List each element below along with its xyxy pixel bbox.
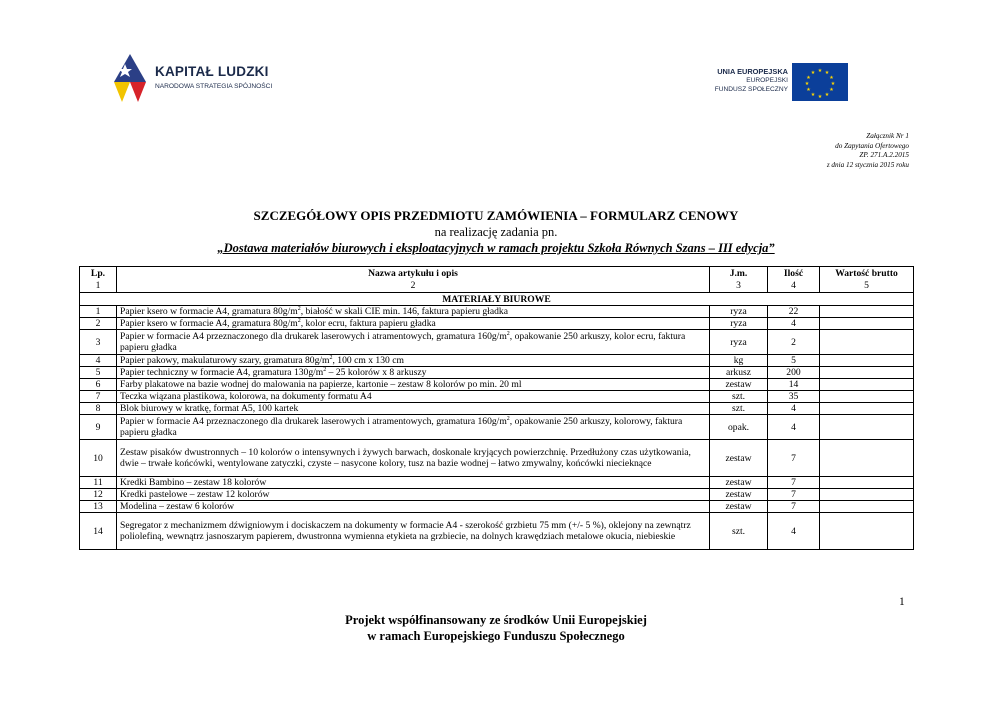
cell-lp: 1	[80, 306, 117, 318]
cell-qty: 7	[768, 477, 820, 489]
cell-qty: 2	[768, 330, 820, 355]
eu-logo	[702, 63, 848, 103]
cell-name: Segregator z mechanizmem dźwigniowym i dociskaczem na dokumenty w formacie A4 - szerokość grzbietu 75 mm (+/- 5 %), oklejony na zewnątrz poliolefiną, wewnątrz jasnoszarym papierem, dwustronna wymienna etykieta na grzbiecie, na dolnych krawędziach metalowe okucia, niebieskie	[117, 513, 710, 550]
cell-lp: 10	[80, 440, 117, 477]
kapital-ludzki-logo	[108, 52, 278, 104]
svg-text:★: ★	[824, 70, 830, 76]
cell-lp: 14	[80, 513, 117, 550]
cell-lp: 8	[80, 403, 117, 415]
number-name: 2	[117, 280, 710, 293]
table-row	[80, 355, 914, 367]
cell-value[interactable]	[820, 501, 914, 513]
table-row	[80, 379, 914, 391]
header-unit: J.m.	[710, 267, 768, 280]
svg-text:★: ★	[824, 92, 830, 98]
cell-lp: 6	[80, 379, 117, 391]
cell-name: Teczka wiązana plastikowa, kolorowa, na dokumenty formatu A4	[117, 391, 710, 403]
svg-text:★: ★	[810, 70, 816, 76]
cell-value[interactable]	[820, 513, 914, 550]
cell-unit: ryza	[710, 318, 768, 330]
cell-value[interactable]	[820, 306, 914, 318]
cell-lp: 7	[80, 391, 117, 403]
cell-qty: 4	[768, 318, 820, 330]
cell-unit: arkusz	[710, 367, 768, 379]
cell-lp: 11	[80, 477, 117, 489]
table-row	[80, 391, 914, 403]
cell-name: Papier w formacie A4 przeznaczonego dla drukarek laserowych i atramentowych, gramatura $160g/m^2$, opakowanie 250 arkuszy, kolorowy, faktura papieru gładka	[117, 415, 710, 440]
cell-name: Papier pakowy, makulaturowy szary, gramatura $80g/m^2$, 100 cm x 130 cm	[117, 355, 710, 367]
cell-name: Zestaw pisaków dwustronnych – 10 kolorów o intensywnych i żywych barwach, doskonale kryjących powierzchnię. Przedłużony czas użytkowania, dwie – trwałe końcówki, wentylowane zatyczki, czyste – nasycone kolory, tusz na bazie wodnej – łatwo zmywalny, końcówki niecieknące	[117, 440, 710, 477]
cell-name: Kredki pastelowe – zestaw 12 kolorów	[117, 489, 710, 501]
cell-unit: zestaw	[710, 501, 768, 513]
table-row	[80, 403, 914, 415]
cell-unit: zestaw	[710, 440, 768, 477]
eu-logo-line2: EUROPEJSKI	[746, 77, 788, 84]
cell-unit: opak.	[710, 415, 768, 440]
cell-lp: 5	[80, 367, 117, 379]
cell-qty: 22	[768, 306, 820, 318]
cell-value[interactable]	[820, 355, 914, 367]
cell-value[interactable]	[820, 415, 914, 440]
note-line4: z dnia 12 stycznia 2015 roku	[826, 160, 909, 169]
note-line3: ZP. 271.A.2.2015	[859, 151, 909, 159]
cell-qty: 7	[768, 501, 820, 513]
note-line1: Załącznik Nr 1	[866, 132, 909, 140]
table-row	[80, 367, 914, 379]
svg-text:★: ★	[810, 92, 816, 98]
cell-unit: zestaw	[710, 477, 768, 489]
number-qty: 4	[768, 280, 820, 293]
cell-value[interactable]	[820, 330, 914, 355]
kapital-ludzki-title: KAPITAŁ LUDZKI	[155, 64, 269, 79]
cell-unit: ryza	[710, 330, 768, 355]
svg-text:★: ★	[817, 94, 823, 100]
table-row	[80, 330, 914, 355]
svg-text:★: ★	[829, 75, 834, 81]
cell-lp: 13	[80, 501, 117, 513]
footer-line1: Projekt współfinansowany ze środków Unii Europejskiej	[345, 613, 647, 627]
note-line2: do Zapytania Ofertowego	[835, 141, 909, 150]
cell-name: Papier ksero w formacie A4, gramatura $80g/m^2$, kolor ecru, faktura papieru gładka	[117, 318, 710, 330]
svg-text:★: ★	[806, 87, 811, 93]
svg-text:★: ★	[830, 81, 836, 87]
document-title: SZCZEGÓŁOWY OPIS PRZEDMIOTU ZAMÓWIENIA – FORMULARZ CENOWY	[253, 208, 739, 223]
header-lp: Lp.	[80, 267, 117, 280]
header-name: Nazwa artykułu i opis	[117, 267, 710, 280]
svg-text:★: ★	[806, 75, 811, 81]
table-row	[80, 501, 914, 513]
cell-lp: 9	[80, 415, 117, 440]
cell-lp: 2	[80, 318, 117, 330]
cell-lp: 12	[80, 489, 117, 501]
cell-lp: 3	[80, 330, 117, 355]
task-title: „Dostawa materiałów biurowych i eksploatacyjnych w ramach projektu Szkoła Równych Szans – III edycja”	[217, 241, 775, 255]
eu-logo-line1: UNIA EUROPEJSKA	[717, 67, 788, 76]
cell-qty: 7	[768, 489, 820, 501]
svg-text:★: ★	[829, 87, 834, 93]
cell-qty: 4	[768, 415, 820, 440]
cell-qty: 4	[768, 403, 820, 415]
cell-qty: 200	[768, 367, 820, 379]
cell-name: Papier w formacie A4 przeznaczonego dla drukarek laserowych i atramentowych, gramatura $160g/m^2$, opakowanie 250 arkuszy, kolor ecru, faktura papieru gładka	[117, 330, 710, 355]
kapital-ludzki-subtitle: NARODOWA STRATEGIA SPÓJNOŚCI	[155, 83, 273, 90]
table-row	[80, 318, 914, 330]
cell-name: Modelina – zestaw 6 kolorów	[117, 501, 710, 513]
cell-value[interactable]	[820, 367, 914, 379]
cell-value[interactable]	[820, 440, 914, 477]
eu-logo-line3: FUNDUSZ SPOŁECZNY	[714, 86, 788, 93]
table-row	[80, 513, 914, 550]
cell-value[interactable]	[820, 379, 914, 391]
cell-qty: 35	[768, 391, 820, 403]
cell-unit: ryza	[710, 306, 768, 318]
table-row	[80, 477, 914, 489]
attachment-note	[827, 132, 909, 170]
cell-name: Papier techniczny w formacie A4, gramatura $130g/m^2 - 25$ kolorów x 8 arkuszy	[117, 367, 710, 379]
page-number: 1	[899, 596, 905, 608]
cell-unit: szt.	[710, 403, 768, 415]
cell-unit: zestaw	[710, 489, 768, 501]
cell-value[interactable]	[820, 477, 914, 489]
cell-name: Blok biurowy w kratkę, format A5, 100 kartek	[117, 403, 710, 415]
cell-qty: 7	[768, 440, 820, 477]
document-subtitle: na realizację zadania pn.	[434, 225, 558, 239]
cell-unit: zestaw	[710, 379, 768, 391]
cell-unit: kg	[710, 355, 768, 367]
svg-text:★: ★	[804, 81, 810, 87]
number-lp: 1	[80, 280, 117, 293]
header-qty: Ilość	[768, 267, 820, 280]
header-value: Wartość brutto	[820, 267, 914, 280]
footer-line2: w ramach Europejskiego Funduszu Społecznego	[367, 629, 625, 643]
svg-text:★: ★	[817, 68, 823, 74]
section-title: MATERIAŁY BIUROWE	[80, 293, 914, 306]
table-row	[80, 306, 914, 318]
cell-lp: 4	[80, 355, 117, 367]
cell-name: Farby plakatowe na bazie wodnej do malowania na papierze, kartonie – zestaw 8 kolorów po min. 20 ml	[117, 379, 710, 391]
number-unit: 3	[710, 280, 768, 293]
eu-logo-text	[715, 67, 788, 94]
table-header-row	[80, 267, 914, 280]
cell-value[interactable]	[820, 403, 914, 415]
cell-qty: 5	[768, 355, 820, 367]
table-row	[80, 489, 914, 501]
cell-qty: 4	[768, 513, 820, 550]
eu-flag-icon	[792, 63, 848, 101]
table-row	[80, 440, 914, 477]
cell-value[interactable]	[820, 391, 914, 403]
cell-unit: szt.	[710, 391, 768, 403]
cell-value[interactable]	[820, 318, 914, 330]
table-number-row	[80, 280, 914, 293]
cell-name: Papier ksero w formacie A4, gramatura $80g/m^2$, białość w skali CIE min. 146, faktura papieru gładka	[117, 306, 710, 318]
cell-unit: szt.	[710, 513, 768, 550]
cell-name: Kredki Bambino – zestaw 18 kolorów	[117, 477, 710, 489]
number-value: 5	[820, 280, 914, 293]
table-row	[80, 415, 914, 440]
section-row	[80, 293, 914, 306]
price-form-table	[79, 266, 914, 550]
cell-value[interactable]	[820, 489, 914, 501]
cell-qty: 14	[768, 379, 820, 391]
kapital-ludzki-emblem-icon	[108, 52, 152, 104]
